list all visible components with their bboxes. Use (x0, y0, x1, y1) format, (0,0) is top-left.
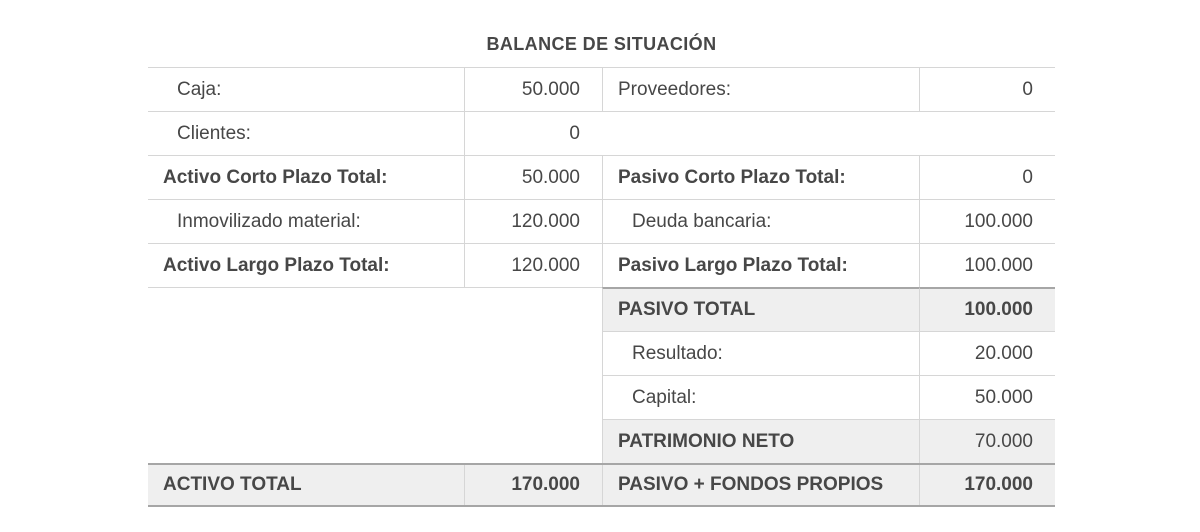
deuda-bancaria-label: Deuda bancaria: (602, 200, 920, 244)
proveedores-label: Proveedores: (602, 68, 920, 112)
inmovilizado-material-value: 120.000 (465, 200, 602, 244)
capital-value: 50.000 (920, 376, 1055, 420)
patrimonio-neto-value: 70.000 (920, 420, 1055, 464)
activo-largo-plazo-total-value: 120.000 (465, 244, 602, 288)
empty-row (602, 112, 1055, 156)
activo-section (148, 67, 602, 288)
pasivo-fondos-propios-label: PASIVO + FONDOS PROPIOS (602, 465, 920, 505)
caja-value: 50.000 (465, 68, 602, 112)
proveedores-value: 0 (920, 68, 1055, 112)
clientes-value: 0 (465, 112, 602, 156)
pasivo-largo-plazo-total-value: 100.000 (964, 255, 1033, 276)
totals-row (148, 463, 1055, 507)
activo-total-label: ACTIVO TOTAL (148, 465, 465, 505)
patrimonio-neto-label: PATRIMONIO NETO (602, 420, 920, 464)
pasivo-total-label: PASIVO TOTAL (602, 287, 920, 332)
activo-largo-plazo-total-label: Activo Largo Plazo Total: (148, 244, 465, 288)
resultado-label: Resultado: (602, 332, 920, 376)
deuda-bancaria-value: 100.000 (920, 200, 1055, 244)
capital-label: Capital: (602, 376, 920, 420)
pasivo-fondos-propios-value: 170.000 (964, 474, 1033, 495)
activo-corto-plazo-total-label: Activo Corto Plazo Total: (148, 156, 465, 200)
activo-total-value: 170.000 (511, 474, 580, 495)
pasivo-total-value: 100.000 (920, 287, 1055, 332)
resultado-value: 20.000 (920, 332, 1055, 376)
pasivo-corto-plazo-total-label: Pasivo Corto Plazo Total: (602, 156, 920, 200)
clientes-label: Clientes: (148, 112, 465, 156)
activo-corto-plazo-total-value: 50.000 (465, 156, 602, 200)
balance-sheet-title: BALANCE DE SITUACIÓN (486, 34, 717, 54)
pasivo-section (602, 67, 1055, 464)
caja-label: Caja: (148, 68, 465, 112)
pasivo-largo-plazo-total-label: Pasivo Largo Plazo Total: (602, 244, 920, 288)
pasivo-corto-plazo-total-value: 0 (920, 156, 1055, 200)
inmovilizado-material-label: Inmovilizado material: (148, 200, 465, 244)
